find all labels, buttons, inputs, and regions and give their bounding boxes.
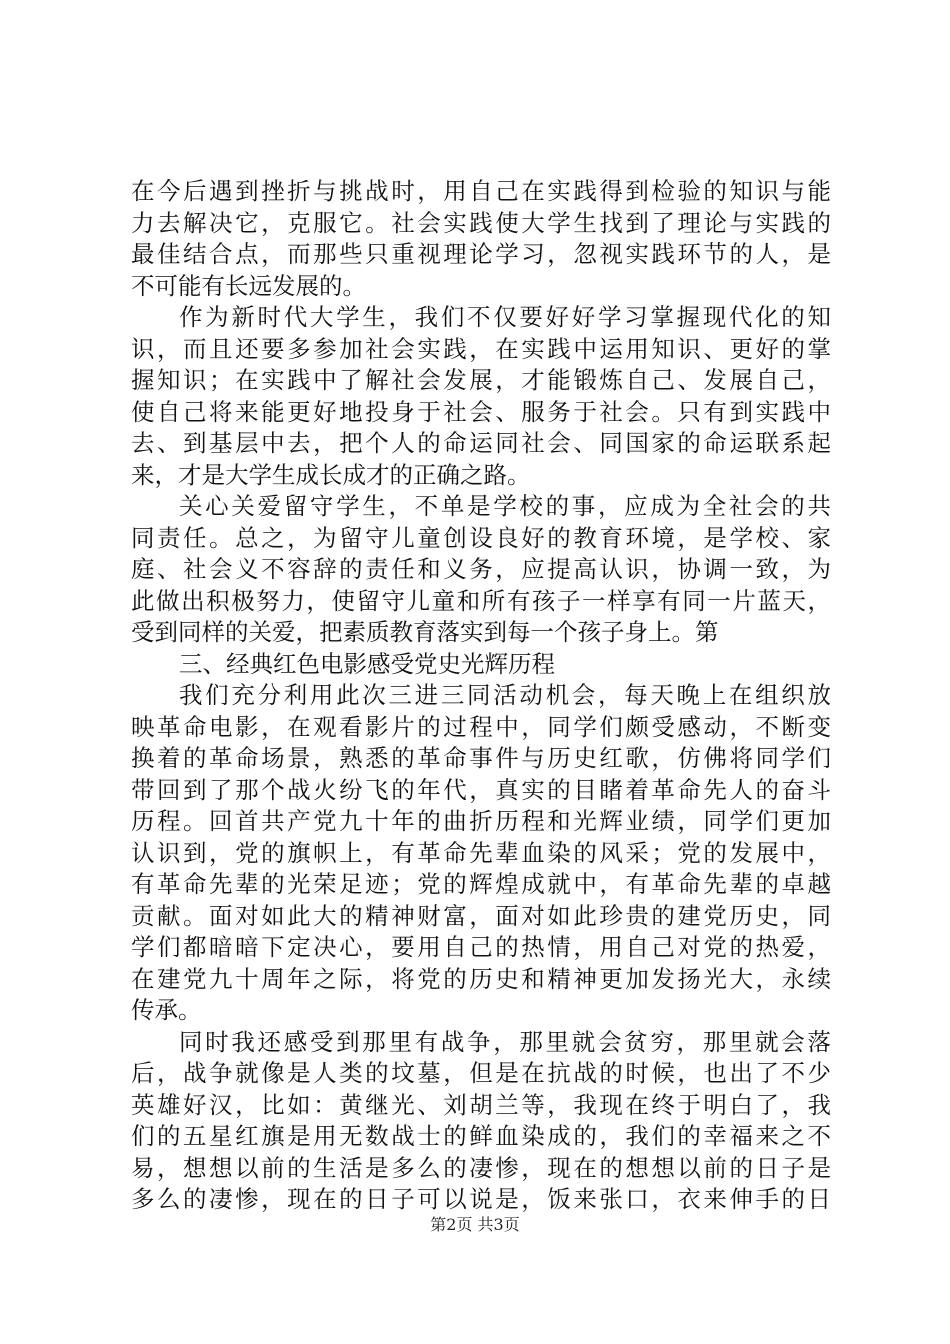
text-line: 同责任。总之，为留守儿童创设良好的教育环境，是学校、家	[131, 523, 831, 552]
text-line: 传承。	[131, 996, 202, 1024]
text-line: 们的五星红旗是用无数战士的鲜血染成的，我们的幸福来之不	[131, 1122, 831, 1150]
text-line: 最佳结合点，而那些只重视理论学习，忽视实践环节的人，是	[131, 240, 831, 268]
page-footer: 第2页 共3页	[430, 1215, 520, 1234]
text-line: 三、经典红色电影感受党史光辉历程	[179, 649, 555, 678]
text-line: 此做出积极努力，使留守儿童和所有孩子一样享有同一片蓝天，	[131, 586, 831, 615]
text-line: 换着的革命场景，熟悉的革命事件与历史红歌，仿佛将同学们	[131, 744, 831, 772]
text-line: 关心关爱留守学生，不单是学校的事，应成为全社会的共	[179, 492, 831, 520]
text-line: 去、到基层中去，把个人的命运同社会、同国家的命运联系起	[131, 429, 831, 457]
text-line: 力去解决它，克服它。社会实践使大学生找到了理论与实践的	[131, 208, 831, 237]
text-line: 我们充分利用此次三进三同活动机会，每天晚上在组织放	[179, 681, 831, 709]
text-line: 在今后遇到挫折与挑战时，用自己在实践得到检验的知识与能	[131, 177, 831, 205]
text-line: 贡献。面对如此大的精神财富，面对如此珍贵的建党历史，同	[131, 901, 831, 930]
text-line: 识，而且还要多参加社会实践，在实践中运用知识、更好的掌	[131, 334, 831, 363]
text-line: 学们都暗暗下定决心，要用自己的热情，用自己对党的热爱，	[131, 933, 831, 961]
text-line: 同时我还感受到那里有战争，那里就会贫穷，那里就会落	[179, 1027, 831, 1056]
text-line: 历程。回首共产党九十年的曲折历程和光辉业绩，同学们更加	[131, 807, 831, 835]
text-line: 庭、社会义不容辞的责任和义务，应提高认识，协调一致，为	[131, 555, 831, 583]
text-line: 不可能有长远发展的。	[131, 271, 366, 300]
text-line: 后，战争就像是人类的坟墓，但是在抗战的时候，也出了不少	[131, 1059, 831, 1087]
text-line: 使自己将来能更好地投身于社会、服务于社会。只有到实践中	[131, 397, 831, 426]
text-line: 英雄好汉，比如：黄继光、刘胡兰等，我现在终于明白了，我	[131, 1090, 831, 1119]
text-line: 作为新时代大学生，我们不仅要好好学习掌握现代化的知	[179, 303, 831, 331]
text-line: 来，才是大学生成长成才的正确之路。	[131, 460, 531, 489]
text-line: 受到同样的关爱，把素质教育落实到每一个孩子身上。第	[131, 618, 719, 646]
document-body	[131, 176, 831, 1216]
text-line: 有革命先辈的光荣足迹；党的辉煌成就中，有革命先辈的卓越	[131, 870, 831, 898]
text-line: 带回到了那个战火纷飞的年代，真实的目睹着革命先人的奋斗	[131, 775, 831, 804]
text-line: 映革命电影，在观看影片的过程中，同学们颇受感动，不断变	[131, 712, 831, 741]
text-line: 认识到，党的旗帜上，有革命先辈血染的风采；党的发展中，	[131, 838, 831, 867]
text-line: 多么的凄惨，现在的日子可以说是，饭来张口，衣来伸手的日	[131, 1185, 831, 1213]
text-line: 易，想想以前的生活是多么的凄惨，现在的想想以前的日子是	[131, 1153, 831, 1182]
text-line: 在建党九十周年之际，将党的历史和精神更加发扬光大，永续	[131, 964, 831, 993]
text-line: 握知识；在实践中了解社会发展，才能锻炼自己、发展自己，	[131, 366, 831, 394]
